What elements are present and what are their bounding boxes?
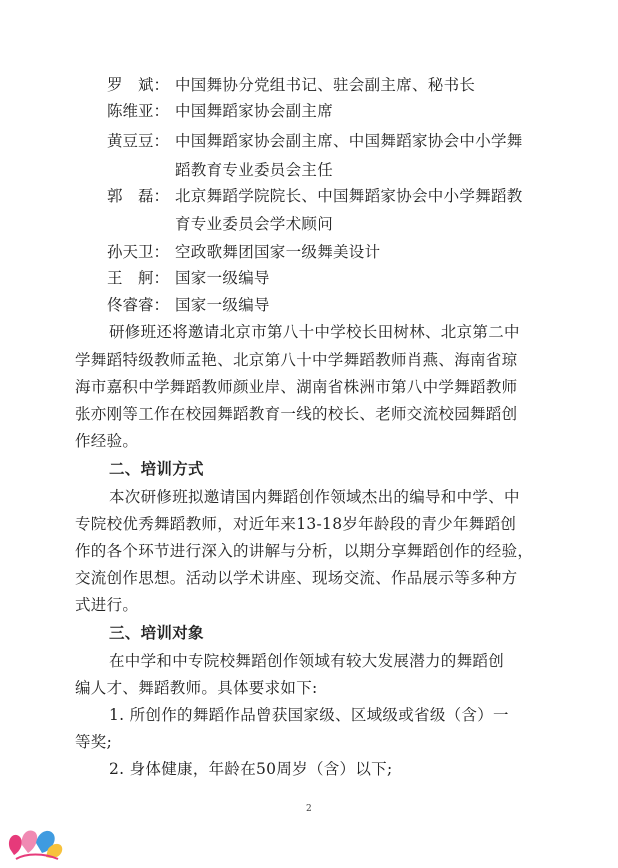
invite-paragraph-line: 作经验。 (75, 432, 139, 450)
section-line: 编人才、舞蹈教师。具体要求如下: (75, 679, 318, 697)
expert-title-continued: 育专业委员会学术顾问 (175, 215, 334, 233)
requirement-item: 1. 所创作的舞蹈作品曾获国家级、区域级或省级（含）一 (109, 706, 509, 724)
requirement-item-continued: 等奖; (75, 733, 113, 751)
section-heading: 二、培训方式 (109, 459, 204, 478)
requirement-item: 2. 身体健康，年龄在50周岁（含）以下; (109, 760, 393, 778)
expert-title: 中国舞蹈家协会副主席、中国舞蹈家协会中小学舞 (175, 132, 523, 150)
expert-name: 罗 斌： (107, 76, 170, 94)
invite-paragraph-line: 研修班还将邀请北京市第八十中学校长田树林、北京第二中 (109, 323, 520, 341)
section-line: 作的各个环节进行深入的讲解与分析，以期分享舞蹈创作的经验， (75, 542, 534, 560)
section-line: 交流创作思想。活动以学术讲座、现场交流、作品展示等多种方 (75, 569, 518, 587)
invite-paragraph-line: 海市嘉积中学舞蹈教师颜业岸、湖南省株洲市第八中学舞蹈教师 (75, 378, 518, 396)
expert-name: 陈维亚： (107, 102, 170, 120)
expert-title: 中国舞协分党组书记、驻会副主席、秘书长 (175, 76, 476, 94)
expert-title-continued: 蹈教育专业委员会主任 (175, 161, 334, 179)
section-line: 专院校优秀舞蹈教师，对近年来13-18岁年龄段的青少年舞蹈创 (75, 515, 517, 533)
section-heading: 三、培训对象 (109, 623, 204, 642)
expert-title: 北京舞蹈学院院长、中国舞蹈家协会中小学舞蹈教 (175, 187, 523, 205)
invite-paragraph-line: 张亦刚等工作在校园舞蹈教育一线的校长、老师交流校园舞蹈创 (75, 405, 518, 423)
dance-association-logo-icon (4, 815, 68, 865)
section-line: 在中学和中专院校舞蹈创作领域有较大发展潜力的舞蹈创 (109, 652, 505, 670)
expert-name: 佟睿睿： (107, 296, 170, 314)
page-number: 2 (306, 804, 312, 814)
expert-title: 国家一级编导 (175, 269, 270, 287)
expert-title: 中国舞蹈家协会副主席 (175, 102, 334, 120)
expert-name: 黄豆豆： (107, 132, 170, 150)
expert-title: 国家一级编导 (175, 296, 270, 314)
expert-name: 郭 磊： (107, 187, 170, 205)
section-line: 式进行。 (75, 596, 139, 614)
section-line: 本次研修班拟邀请国内舞蹈创作领域杰出的编导和中学、中 (109, 488, 520, 506)
expert-name: 孙天卫： (107, 243, 170, 261)
invite-paragraph-line: 学舞蹈特级教师孟艳、北京第八十中学舞蹈教师肖燕、海南省琼 (75, 351, 518, 369)
expert-title: 空政歌舞团国家一级舞美设计 (175, 243, 381, 261)
expert-name: 王 舸： (107, 269, 170, 287)
